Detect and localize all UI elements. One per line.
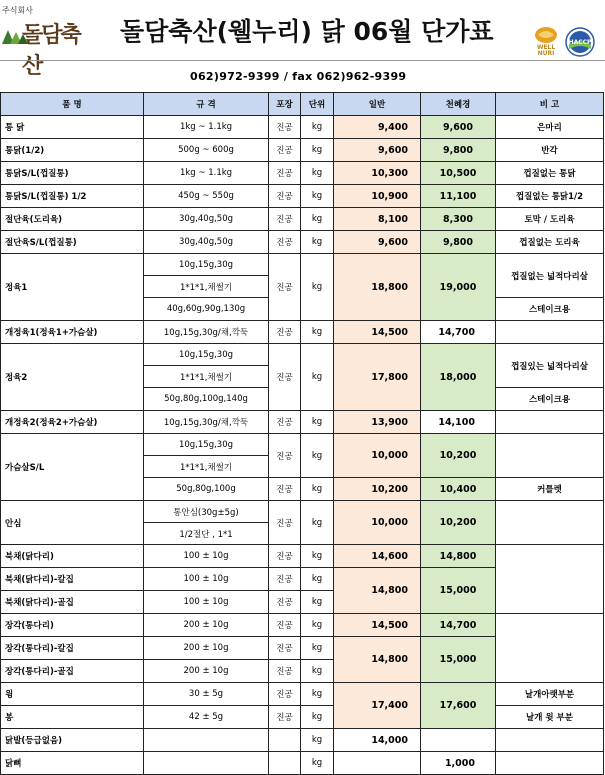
- cell-note: 커틀렛: [496, 478, 604, 501]
- cell-note: 반각: [496, 139, 604, 162]
- cell-unit: kg: [301, 660, 334, 683]
- cell-general-price: 18,800: [334, 254, 421, 321]
- wellnuri-logo-text: WELL NURI: [536, 44, 556, 57]
- cell-note: 껍질있는 넓적다리살: [496, 344, 604, 388]
- column-header-general: 일반: [334, 93, 421, 116]
- cell-name: 닭뼈: [1, 752, 144, 775]
- cell-note: 껍질없는 넓적다리살: [496, 254, 604, 298]
- cell-spec: 30g,40g,50g: [144, 231, 269, 254]
- cell-enzyme-price: 14,100: [421, 411, 496, 434]
- cell-name: 통닭S/L(껍질통) 1/2: [1, 185, 144, 208]
- column-header-unit: 단위: [301, 93, 334, 116]
- cell-spec: 10g,15g,30g/채,깍둑: [144, 321, 269, 344]
- cell-note: 껍질없는 도리육: [496, 231, 604, 254]
- table-row: [1, 683, 604, 706]
- cell-enzyme-price: 9,600: [421, 116, 496, 139]
- haccp-logo-icon: [565, 27, 595, 57]
- cell-name: 정육1: [1, 254, 144, 321]
- cell-unit: kg: [301, 208, 334, 231]
- cell-name: 장각(통다리)-골집: [1, 660, 144, 683]
- cell-name: 절단육(도리육): [1, 208, 144, 231]
- cell-name: 윙: [1, 683, 144, 706]
- cell-note: 날개 윗 부분: [496, 706, 604, 729]
- cell-name: 정육2: [1, 344, 144, 411]
- cell-general-price: 9,400: [334, 116, 421, 139]
- cell-pack: 진공: [269, 591, 301, 614]
- cell-unit: kg: [301, 185, 334, 208]
- cell-enzyme-price: 14,700: [421, 321, 496, 344]
- cell-enzyme-price: 18,000: [421, 344, 496, 411]
- cell-unit: kg: [301, 706, 334, 729]
- price-table: [0, 92, 604, 775]
- haccp-logo-text: HACCP: [568, 39, 592, 46]
- cell-note: 은마리: [496, 116, 604, 139]
- cell-pack: [269, 752, 301, 775]
- table-row: [1, 501, 604, 523]
- cell-note: 토막 / 도리육: [496, 208, 604, 231]
- table-row: [1, 208, 604, 231]
- cell-pack: 진공: [269, 614, 301, 637]
- table-row: [1, 706, 604, 729]
- table-row: [1, 185, 604, 208]
- cell-spec: 50g,80g,100g: [144, 478, 269, 501]
- table-row: [1, 321, 604, 344]
- cell-unit: kg: [301, 116, 334, 139]
- cell-name: 안심: [1, 501, 144, 545]
- cell-note: 스테이크용: [496, 298, 604, 321]
- table-row: [1, 116, 604, 139]
- cell-enzyme-price: 14,700: [421, 614, 496, 637]
- cell-note: 날개아랫부분: [496, 683, 604, 706]
- cell-enzyme-price: 1,000: [421, 752, 496, 775]
- cell-name: 닭발(등급없음): [1, 729, 144, 752]
- cell-unit: kg: [301, 752, 334, 775]
- cell-spec: 10g,15g,30g: [144, 254, 269, 276]
- column-header-spec: 규 격: [144, 93, 269, 116]
- cell-general-price: 10,300: [334, 162, 421, 185]
- cell-unit: kg: [301, 568, 334, 591]
- cell-pack: 진공: [269, 478, 301, 501]
- cell-pack: 진공: [269, 208, 301, 231]
- cell-name: 북채(닭다리)-칼집: [1, 568, 144, 591]
- cell-pack: 진공: [269, 321, 301, 344]
- cell-spec: 30 ± 5g: [144, 683, 269, 706]
- cell-name: 개정육1(정육1+가슴살): [1, 321, 144, 344]
- cell-name: 통 닭: [1, 116, 144, 139]
- cell-unit: kg: [301, 162, 334, 185]
- cell-name: 북채(닭다리)-골집: [1, 591, 144, 614]
- cell-spec: 1/2절단 , 1*1: [144, 523, 269, 545]
- cell-spec: 10g,15g,30g: [144, 434, 269, 456]
- cell-unit: kg: [301, 231, 334, 254]
- cell-spec: 통안심(30g±5g): [144, 501, 269, 523]
- cell-spec: [144, 752, 269, 775]
- cell-general-price: 17,400: [334, 683, 421, 729]
- cell-spec: 42 ± 5g: [144, 706, 269, 729]
- cell-general-price: 14,600: [334, 545, 421, 568]
- cell-enzyme-price: 15,000: [421, 568, 496, 614]
- company-logo: [2, 6, 94, 79]
- cell-spec: 50g,80g,100g,140g: [144, 388, 269, 411]
- cell-pack: 진공: [269, 568, 301, 591]
- cell-enzyme-price: 10,400: [421, 478, 496, 501]
- company-small-label: 주식회사: [2, 6, 33, 15]
- cell-note: [496, 434, 604, 478]
- cell-spec: 100 ± 10g: [144, 545, 269, 568]
- cell-general-price: 14,800: [334, 568, 421, 614]
- cell-spec: 10g,15g,30g/채,깍둑: [144, 411, 269, 434]
- cell-unit: kg: [301, 614, 334, 637]
- cell-enzyme-price: 8,300: [421, 208, 496, 231]
- cell-general-price: 13,900: [334, 411, 421, 434]
- cell-pack: 진공: [269, 411, 301, 434]
- table-header-row: [1, 93, 604, 116]
- cell-note: [496, 752, 604, 775]
- table-row: [1, 545, 604, 568]
- cell-general-price: [334, 752, 421, 775]
- cell-general-price: 10,000: [334, 501, 421, 545]
- cell-note: 껍질없는 통닭1/2: [496, 185, 604, 208]
- contact-row: [0, 60, 605, 93]
- cell-unit: kg: [301, 545, 334, 568]
- cell-name: 봉: [1, 706, 144, 729]
- table-row: [1, 231, 604, 254]
- cell-name: 장각(통다리)-칼집: [1, 637, 144, 660]
- table-row: [1, 434, 604, 456]
- table-row: [1, 139, 604, 162]
- cell-spec: 1kg ~ 1.1kg: [144, 116, 269, 139]
- cell-pack: 진공: [269, 434, 301, 478]
- cell-spec: 1*1*1,채썰기: [144, 456, 269, 478]
- table-row: [1, 411, 604, 434]
- cell-pack: 진공: [269, 231, 301, 254]
- cell-pack: 진공: [269, 637, 301, 660]
- cell-pack: 진공: [269, 683, 301, 706]
- cell-general-price: 9,600: [334, 231, 421, 254]
- cell-note: [496, 545, 604, 614]
- column-header-pack: 포장: [269, 93, 301, 116]
- cell-pack: 진공: [269, 116, 301, 139]
- table-row: [1, 752, 604, 775]
- cell-name: 북채(닭다리): [1, 545, 144, 568]
- cell-note: [496, 321, 604, 344]
- cell-spec: 100 ± 10g: [144, 591, 269, 614]
- company-logo-text: 돌담축산: [22, 23, 80, 79]
- table-row: [1, 614, 604, 637]
- cell-enzyme-price: [421, 729, 496, 752]
- contact-info: 062)972-9399 / fax 062)962-9399: [190, 70, 407, 83]
- cell-note: 스테이크용: [496, 388, 604, 411]
- cell-enzyme-price: 15,000: [421, 637, 496, 683]
- cell-name: 절단육S/L(껍질통): [1, 231, 144, 254]
- cell-unit: kg: [301, 683, 334, 706]
- cell-general-price: 10,200: [334, 478, 421, 501]
- cell-unit: kg: [301, 637, 334, 660]
- cell-pack: 진공: [269, 185, 301, 208]
- cell-general-price: 9,600: [334, 139, 421, 162]
- cell-enzyme-price: 10,200: [421, 501, 496, 545]
- table-row: [1, 729, 604, 752]
- table-row: [1, 254, 604, 276]
- cell-note: [496, 411, 604, 434]
- cell-pack: 진공: [269, 545, 301, 568]
- cell-pack: 진공: [269, 706, 301, 729]
- cell-pack: [269, 729, 301, 752]
- cell-unit: kg: [301, 254, 334, 321]
- cell-unit: kg: [301, 344, 334, 411]
- table-row: [1, 344, 604, 366]
- cell-general-price: 10,900: [334, 185, 421, 208]
- cell-general-price: 14,000: [334, 729, 421, 752]
- cell-note: [496, 501, 604, 545]
- cell-enzyme-price: 10,200: [421, 434, 496, 478]
- certification-logos: [530, 25, 602, 59]
- cell-pack: 진공: [269, 162, 301, 185]
- cell-spec: 200 ± 10g: [144, 614, 269, 637]
- cell-name: 개정육2(정육2+가슴살): [1, 411, 144, 434]
- cell-unit: kg: [301, 591, 334, 614]
- cell-note: [496, 614, 604, 683]
- cell-unit: kg: [301, 411, 334, 434]
- cell-spec: 40g,60g,90g,130g: [144, 298, 269, 321]
- column-header-note: 비 고: [496, 93, 604, 116]
- cell-spec: 1*1*1,채썰기: [144, 366, 269, 388]
- cell-note: [496, 729, 604, 752]
- cell-enzyme-price: 17,600: [421, 683, 496, 729]
- cell-spec: 1*1*1,채썰기: [144, 276, 269, 298]
- cell-note: 껍질없는 통닭: [496, 162, 604, 185]
- cell-unit: kg: [301, 729, 334, 752]
- cell-general-price: 14,500: [334, 614, 421, 637]
- cell-spec: 500g ~ 600g: [144, 139, 269, 162]
- cell-name: 가슴살S/L: [1, 434, 144, 501]
- page-title: 돌담축산(웰누리) 닭 06월 단가표: [120, 17, 494, 46]
- cell-general-price: 14,500: [334, 321, 421, 344]
- cell-unit: kg: [301, 321, 334, 344]
- cell-pack: 진공: [269, 139, 301, 162]
- cell-unit: kg: [301, 139, 334, 162]
- cell-general-price: 8,100: [334, 208, 421, 231]
- cell-pack: 진공: [269, 344, 301, 411]
- cell-pack: 진공: [269, 660, 301, 683]
- cell-name: 장각(통다리): [1, 614, 144, 637]
- cell-enzyme-price: 10,500: [421, 162, 496, 185]
- cell-unit: kg: [301, 434, 334, 478]
- cell-enzyme-price: 9,800: [421, 139, 496, 162]
- cell-unit: kg: [301, 478, 334, 501]
- cell-pack: 진공: [269, 254, 301, 321]
- cell-unit: kg: [301, 501, 334, 545]
- cell-general-price: 17,800: [334, 344, 421, 411]
- cell-spec: 200 ± 10g: [144, 660, 269, 683]
- cell-pack: 진공: [269, 501, 301, 545]
- cell-general-price: 10,000: [334, 434, 421, 478]
- cell-enzyme-price: 14,800: [421, 545, 496, 568]
- cell-general-price: 14,800: [334, 637, 421, 683]
- cell-name: 통닭S/L(껍질통): [1, 162, 144, 185]
- column-header-name: 품 명: [1, 93, 144, 116]
- cell-enzyme-price: 9,800: [421, 231, 496, 254]
- cell-spec: 100 ± 10g: [144, 568, 269, 591]
- cell-spec: 200 ± 10g: [144, 637, 269, 660]
- cell-spec: 1kg ~ 1.1kg: [144, 162, 269, 185]
- cell-name: 통닭(1/2): [1, 139, 144, 162]
- cell-enzyme-price: 19,000: [421, 254, 496, 321]
- column-header-enzyme: 천혜경: [421, 93, 496, 116]
- table-row: [1, 162, 604, 185]
- cell-spec: [144, 729, 269, 752]
- cell-enzyme-price: 11,100: [421, 185, 496, 208]
- cell-spec: 10g,15g,30g: [144, 344, 269, 366]
- cell-spec: 30g,40g,50g: [144, 208, 269, 231]
- cell-spec: 450g ~ 550g: [144, 185, 269, 208]
